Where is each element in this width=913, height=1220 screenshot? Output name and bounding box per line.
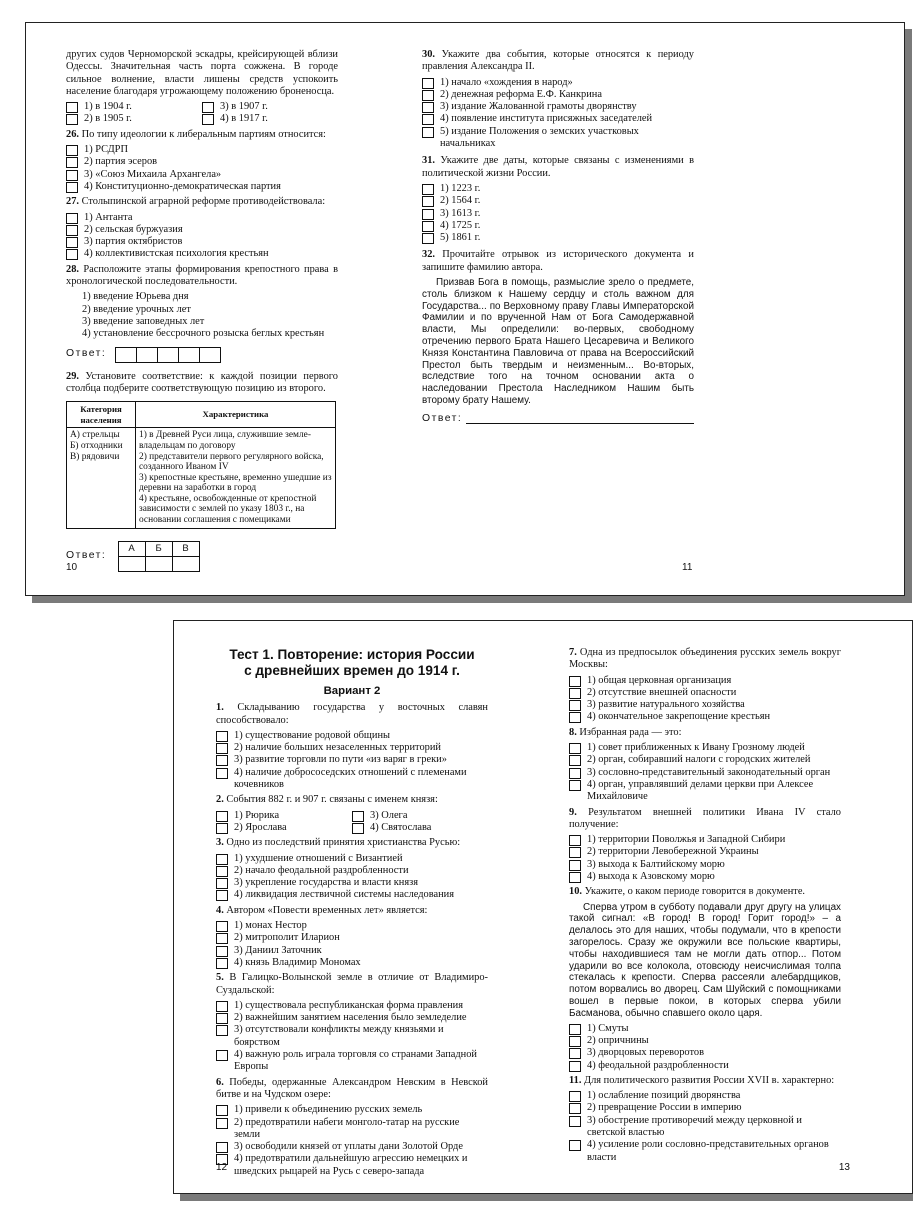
question-4: 4. Автором «Повести временных лет» является: [216,904,428,916]
option[interactable]: 4) Конституционно-демократическая партия [66,181,338,193]
question-30: 30. Укажите два события, которые относятся к периоду правления Александра II. [422,49,694,73]
option[interactable]: 2) территории Левобережной Украины [569,846,841,858]
checkbox[interactable] [216,1118,228,1129]
checkbox[interactable] [66,157,78,168]
checkbox[interactable] [216,946,228,957]
option[interactable]: 1) РСДРП [66,144,338,156]
checkbox[interactable] [422,114,434,125]
list-item: 2) введение урочных лет [82,303,191,315]
book-spread-pages-10-11 [25,22,905,596]
option[interactable]: 1) Смуты [569,1023,841,1035]
checkbox[interactable] [569,872,581,883]
checkbox[interactable] [216,768,228,779]
option[interactable]: 4) появление института присяжных заседателей [422,113,694,125]
question-11: 11. Для политического развития России XVII в. характерно: [569,1074,835,1086]
checkbox[interactable] [66,213,78,224]
option[interactable]: 2) начало феодальной раздробленности [216,865,488,877]
option[interactable]: 4) орган, управлявший делами церкви при Алексее Михайловиче [569,779,841,804]
checkbox[interactable] [569,700,581,711]
option[interactable]: 3) сословно-представительный законодательный орган [569,767,841,779]
checkbox[interactable] [422,102,434,113]
question-1-options [216,730,488,791]
checkbox[interactable] [569,688,581,699]
option[interactable]: 3) издание Жалованной грамоты дворянству [422,101,694,113]
page-13-column [569,647,841,1164]
intro-text: других судов Черноморской эскадры, крейсирующей вблизи Одессы. Значительная часть порта сожжена. В городе сильное волнение, власти лишены средств успокоить население благодаря угрожающему положению броненосца. [66,49,338,97]
checkbox[interactable] [202,102,214,113]
checkbox[interactable] [216,933,228,944]
checkbox[interactable] [569,1061,581,1072]
option[interactable]: 3) освободили князей от уплаты дани Золотой Орде [216,1141,488,1153]
checkbox[interactable] [422,221,434,232]
option[interactable]: 3) «Союз Михаила Архангела» [66,169,338,181]
page-number: 11 [682,562,693,573]
option[interactable]: 3) в 1907 г. [202,101,338,113]
question-5-options [216,1000,488,1074]
checkbox[interactable] [66,249,78,260]
option[interactable]: 4) выхода к Азовскому морю [569,871,841,883]
list-item: 1) введение Юрьева дня [82,291,189,303]
option[interactable]: 3) партия октябристов [66,236,338,248]
page-number: 10 [66,562,78,573]
question-2: 2. События 882 г. и 907 г. связаны с именем князя: [216,794,438,806]
answer-label: Ответ: [66,550,107,561]
option[interactable]: 2) опричнины [569,1035,841,1047]
checkbox[interactable] [422,209,434,220]
checkbox[interactable] [216,1142,228,1153]
question-10: 10. Укажите, о каком периоде говорится в документе. [569,886,806,898]
list-item: 4) установление бессрочного розыска беглых крестьян [82,328,325,340]
option[interactable]: 3) развитие натурального хозяйства [569,699,841,711]
checkbox[interactable] [352,811,364,822]
option[interactable]: 4) важную роль играла торговля со странами Западной Европы [216,1049,488,1074]
question-29: 29. Установите соответствие: к каждой позиции первого столбца подберите соответствующую позицию из второго. [66,370,338,394]
page-10-column [66,49,338,580]
checkbox[interactable] [216,1105,228,1116]
variant-title: Вариант 2 [323,685,381,697]
checkbox[interactable] [569,676,581,687]
checkbox[interactable] [352,823,364,834]
checkbox[interactable] [569,1091,581,1102]
question-8-options [569,742,841,803]
checkbox[interactable] [216,921,228,932]
checkbox[interactable] [66,102,78,113]
checkbox[interactable] [66,182,78,193]
option[interactable]: 2) партия эсеров [66,156,338,168]
question-3-options [216,853,488,902]
checkbox[interactable] [66,170,78,181]
list-item: 3) введение заповедных лет [82,315,205,327]
question-6-options [216,1104,488,1178]
answer-32 [422,413,694,425]
option[interactable]: 2) денежная реформа Е.Ф. Канкрина [422,89,694,101]
question-27-options [66,212,338,261]
checkbox[interactable] [66,145,78,156]
table-header: Характеристика [136,402,336,428]
checkbox[interactable] [569,1048,581,1059]
option[interactable]: 5) издание Положения о земских участковых начальниках [422,126,694,151]
checkbox[interactable] [569,1103,581,1114]
option[interactable]: 3) укрепление государства и власти князя [216,877,488,889]
option[interactable]: 4) ликвидация лествичной системы наследования [216,889,488,901]
option[interactable]: 1) существовала республиканская форма правления [216,1000,488,1012]
option[interactable]: 2) превращение России в империю [569,1102,841,1114]
checkbox[interactable] [216,823,228,834]
option[interactable]: 2) важнейшим занятием населения было земледелие [216,1012,488,1024]
checkbox[interactable] [216,878,228,889]
option[interactable]: 2) отсутствие внешней опасности [569,687,841,699]
checkbox[interactable] [66,237,78,248]
answer-line[interactable] [466,413,694,424]
option[interactable]: 4) феодальной раздробленности [569,1060,841,1072]
option[interactable]: 1) монах Нестор [216,920,488,932]
test-title-line2: с древнейших времен до 1914 г. [244,663,460,678]
checkbox[interactable] [569,755,581,766]
option[interactable]: 2) предотвратили набеги монголо-татар на русские земли [216,1117,488,1142]
question-31-options [422,183,694,244]
checkbox[interactable] [216,1050,228,1061]
answer-grid[interactable]: А Б В [118,541,200,572]
book-spread-pages-12-13 [173,620,913,1194]
checkbox[interactable] [216,731,228,742]
answer-29 [66,541,338,572]
question-3: 3. Одно из последствий принятия христианства Русью: [216,837,461,849]
option[interactable]: 2) в 1905 г. [66,113,202,125]
checkbox[interactable] [216,755,228,766]
checkbox[interactable] [422,184,434,195]
question-27: 27. Столыпинской аграрной реформе противодействовала: [66,196,326,208]
question-4-options [216,920,488,969]
question-5: 5. В Галицко-Волынской земле в отличие от Владимиро-Суздальской: [216,972,488,996]
checkbox[interactable] [569,1036,581,1047]
option[interactable]: 1) существование родовой общины [216,730,488,742]
checkbox[interactable] [422,233,434,244]
answer-label: Ответ: [66,348,107,360]
checkbox[interactable] [216,1025,228,1036]
checkbox[interactable] [216,958,228,969]
question-26-options [66,144,338,193]
checkbox[interactable] [216,1001,228,1012]
question-6: 6. Победы, одержанные Александром Невским в Невской битве и на Чудском озере: [216,1076,488,1100]
question-7-options [569,675,841,724]
option[interactable]: 2) орган, собиравший налоги с городских жителей [569,754,841,766]
option[interactable]: 3) отсутствовали конфликты между князьями и боярством [216,1024,488,1049]
checkbox[interactable] [66,225,78,236]
checkbox[interactable] [216,811,228,822]
page-12-column [216,647,488,1178]
checkbox[interactable] [216,854,228,865]
option[interactable]: 4) окончательное закрепощение крестьян [569,711,841,723]
option[interactable]: 2) 1564 г. [422,195,694,207]
question-7: 7. Одна из предпосылок объединения русских земель вокруг Москвы: [569,647,841,671]
matching-table [66,401,336,529]
question-30-options [422,77,694,151]
checkbox[interactable] [569,743,581,754]
checkbox[interactable] [422,78,434,89]
question-8: 8. Избранная рада — это: [569,726,682,738]
option[interactable]: 1) в 1904 г. [66,101,202,113]
checkbox[interactable] [569,1116,581,1127]
question-31: 31. Укажите две даты, которые связаны с изменениями в политической жизни России. [422,155,694,179]
option[interactable]: 1) территории Поволжья и Западной Сибири [569,834,841,846]
option[interactable]: 4) Святослава [352,822,488,834]
option[interactable]: 1) ухудшение отношений с Византией [216,853,488,865]
option[interactable]: 1) ослабление позиций дворянства [569,1090,841,1102]
question-9-options [569,834,841,883]
document-excerpt: Призвав Бога в помощь, размыслие зрело о предмете, столь близком к Нашему сердцу и столь важном для Государства... по Верховному праву Главы Императорской Фамилии и по врученной Нам от Бога Самодержавной власти, Мы определили: во-первых, свободному отречению первого Брата Нашего Цесаревича и Великого Князя Константина Павловича от права на Всероссийский Престол быть твердым и неизменным... Во-вторых, вследствие того на точном основании акта о наследовании Престола Наследником Нашим быть второму брату Нашему. [422,277,694,407]
question-9: 9. Результатом внешней политики Ивана IV стало получение: [569,806,841,830]
option[interactable]: 3) обострение противоречий между церковной и светской властью [569,1115,841,1140]
question-2-options [216,810,488,835]
option[interactable]: 1) 1223 г. [422,183,694,195]
option[interactable]: 1) Рюрика [216,810,352,822]
checkbox[interactable] [422,196,434,207]
option[interactable]: 3) Олега [352,810,488,822]
option[interactable]: 2) митрополит Иларион [216,932,488,944]
option[interactable]: 4) 1725 г. [422,220,694,232]
checkbox[interactable] [569,768,581,779]
checkbox[interactable] [569,847,581,858]
question-26: 26. По типу идеологии к либеральным партиям относится: [66,128,326,140]
option[interactable]: 1) начало «хождения в народ» [422,77,694,89]
checkbox[interactable] [216,866,228,877]
checkbox[interactable] [569,780,581,791]
option[interactable]: 3) развитие торговли по пути «из варяг в греки» [216,754,488,766]
option[interactable]: 4) в 1917 г. [202,113,338,125]
checkbox[interactable] [569,1024,581,1035]
question-10-options [569,1023,841,1072]
option[interactable]: 3) дворцовых переворотов [569,1047,841,1059]
page-number: 12 [216,1162,228,1173]
option[interactable]: 1) Антанта [66,212,338,224]
option[interactable]: 2) сельская буржуазия [66,224,338,236]
answer-28 [66,347,338,363]
question-1: 1. Складыванию государства у восточных славян способствовало: [216,702,488,726]
question-28-items [66,291,338,340]
option[interactable]: 3) выхода к Балтийскому морю [569,859,841,871]
checkbox[interactable] [569,1140,581,1151]
checkbox[interactable] [422,90,434,101]
page-11-column [422,49,694,433]
checkbox[interactable] [569,860,581,871]
question-32: 32. Прочитайте отрывок из исторического документа и запишите фамилию автора. [422,249,694,273]
option[interactable]: 3) 1613 г. [422,208,694,220]
table-cell: 1) в Древней Руси лица, служившие земле-владельцам по договору 2) представители первого регулярного войска, созданного Иваном IV 3) крепостные крестьяне, временно ушедшие из деревни на заработки в город 4) крестьяне, освобожденные от крепостной зависимости с землей по указу 1803 г., на основании соглашения с помещиками [136,428,336,528]
option[interactable]: 2) наличие больших незаселенных территорий [216,742,488,754]
test-title: Тест 1. Повторение: история России [229,647,475,662]
option[interactable]: 4) предотвратили дальнейшую агрессию немецких и шведских рыцарей на Русь с северо-запада [216,1153,488,1178]
option[interactable]: 1) привели к объединению русских земель [216,1104,488,1116]
option[interactable]: 4) князь Владимир Мономах [216,957,488,969]
table-header: Категория населения [67,402,136,428]
option[interactable]: 1) совет приближенных к Ивану Грозному людей [569,742,841,754]
intro-options [66,101,338,126]
option[interactable]: 4) наличие добрососедских отношений с племенами кочевников [216,767,488,792]
page-number: 13 [838,1162,850,1173]
answer-label: Ответ: [422,412,463,424]
option[interactable]: 1) общая церковная организация [569,675,841,687]
option[interactable]: 4) коллективистская психология крестьян [66,248,338,260]
question-11-options [569,1090,841,1164]
checkbox[interactable] [216,1013,228,1024]
checkbox[interactable] [569,835,581,846]
checkbox[interactable] [216,890,228,901]
checkbox[interactable] [66,114,78,125]
table-cell: А) стрельцы Б) отходники В) рядовичи [67,428,136,528]
checkbox[interactable] [422,127,434,138]
option[interactable]: 3) Даниил Заточник [216,945,488,957]
document-excerpt: Спервa утром в субботу подавали друг другу на улицах такой сигнал: «В город! В город! Горит город!» – а делалось это для наших, чтобы подумали, что в крепости загорелось. Сразу же окружили все польские квартиры, чтобы находившиеся там не могли дать отпор... Потом ударили во все колокола, отовсюду неисчислимая толпа стекалась к крепости. Сперва рассеяли алебардщиков, потом ворвались во дворец. Сам Шуйский с помощниками вошел в первые покои, в которых сперва убили Басманова, обычно спавшего около царя. [569,901,841,1019]
option[interactable]: 5) 1861 г. [422,232,694,244]
question-28: 28. Расположите этапы формирования крепостного права в хронологической последовательности. [66,263,338,288]
checkbox[interactable] [569,712,581,723]
checkbox[interactable] [216,743,228,754]
option[interactable]: 4) усиление роли сословно-представительных органов власти [569,1139,841,1164]
answer-cells[interactable] [116,347,221,363]
option[interactable]: 2) Ярослава [216,822,352,834]
checkbox[interactable] [202,114,214,125]
